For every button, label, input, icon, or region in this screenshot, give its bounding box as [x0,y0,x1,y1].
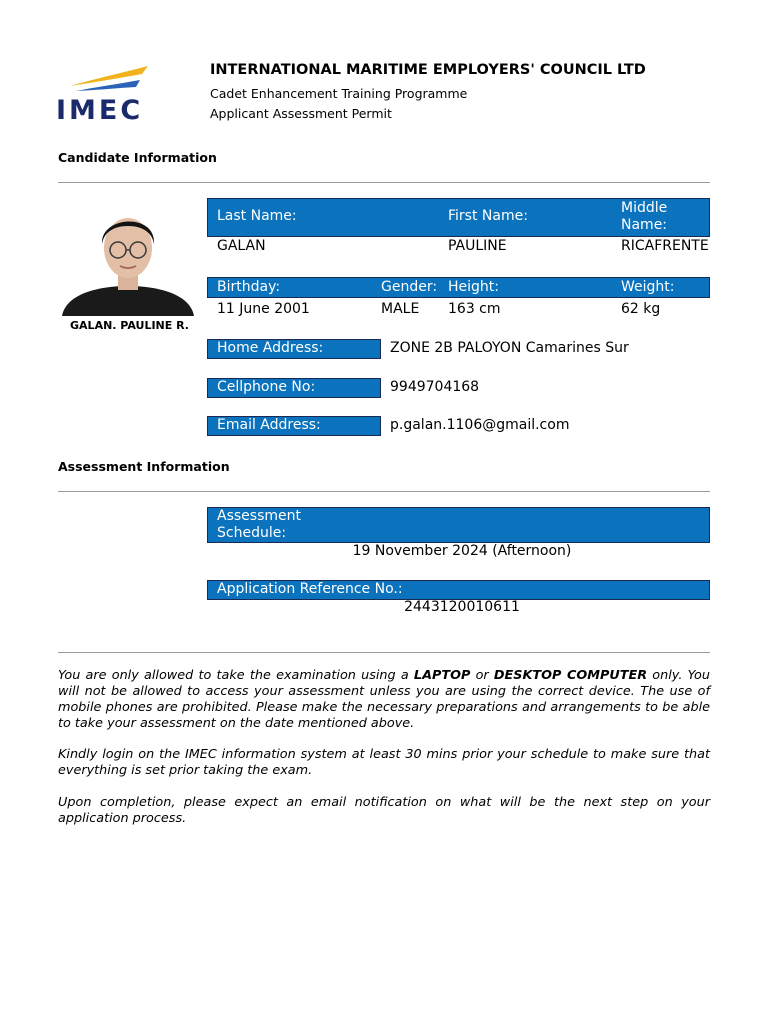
middle-name-label-line2: Name: [621,217,668,233]
divider [58,182,710,183]
email-value: p.galan.1106@gmail.com [390,417,570,433]
schedule-value: 19 November 2024 (Afternoon) [352,543,572,559]
schedule-label-line2: Schedule: [217,525,287,541]
organization-name: INTERNATIONAL MARITIME EMPLOYERS' COUNCIL LTD [210,62,646,78]
height-value: 163 cm [448,301,501,317]
notice-text: only. You will not be allowed to access your assessment unless you are using the correct device. The use of mobile phones are prohibited. Please make the necessary preparations and arrangements to be able to take your assessment on the date mentioned above. [58,668,710,731]
cellphone-value: 9949704168 [390,379,480,395]
divider [58,491,710,492]
last-name-value: GALAN [217,238,266,254]
cellphone-label: Cellphone No: [217,379,316,395]
last-name-label: Last Name: [217,208,297,224]
reference-value: 2443120010611 [404,599,520,615]
divider [58,652,710,653]
completion-notice: Upon completion, please expect an email notification on what will be the next step on your application process. [58,795,710,826]
photo-caption: GALAN. PAULINE R. [70,319,189,332]
weight-label: Weight: [621,279,675,295]
first-name-value: PAULINE [448,238,507,254]
assessment-section-title: Assessment Information [58,459,230,474]
notice-text: You are only allowed to take the examination using a [58,668,414,683]
person-photo-icon [58,198,198,316]
notice-text: or [470,668,494,683]
laptop-emphasis: LAPTOP [413,668,471,683]
birthday-value: 11 June 2001 [217,301,310,317]
candidate-section-title: Candidate Information [58,150,217,165]
device-notice [58,668,710,732]
imec-logo [56,60,160,126]
email-label: Email Address: [217,417,321,433]
login-notice: Kindly login on the IMEC information system at least 30 mins prior your schedule to make sure that everything is set prior taking the exam. [58,747,710,778]
middle-name-label-line1: Middle [621,200,668,216]
birthday-label: Birthday: [217,279,281,295]
programme-name: Cadet Enhancement Training Programme [210,86,468,101]
home-address-label: Home Address: [217,340,324,356]
first-name-label: First Name: [448,208,528,224]
weight-value: 62 kg [621,301,661,317]
middle-name-value: RICAFRENTE [621,238,709,254]
reference-label: Application Reference No.: [217,581,403,597]
schedule-label-line1: Assessment [217,508,301,524]
gender-value: MALE [381,301,420,317]
height-label: Height: [448,279,499,295]
candidate-photo [58,198,198,316]
gender-label: Gender: [381,279,438,295]
document-title: Applicant Assessment Permit [210,106,392,121]
desktop-emphasis: DESKTOP COMPUTER [493,668,648,683]
logo-text: IMEC [56,95,144,126]
home-address-value: ZONE 2B PALOYON Camarines Sur [390,340,629,356]
